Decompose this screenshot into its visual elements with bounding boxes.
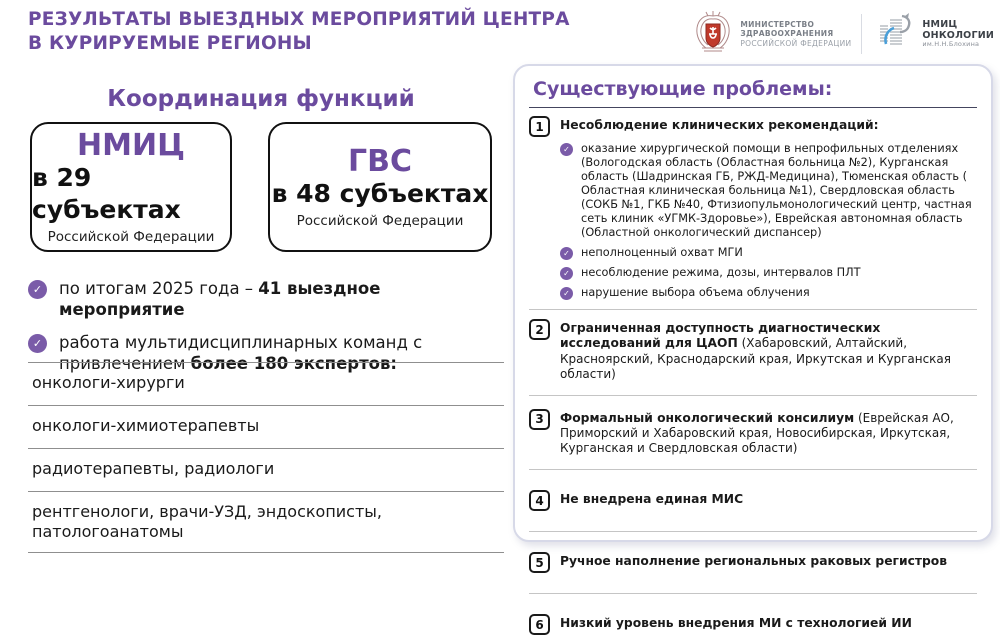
problems-panel-title: Существующие проблемы: (533, 78, 833, 100)
sub-bullet-text: оказание хирургической помощи в непрофильных отделениях (Вологодская область (Областная больница №2), Курганская область (Шадринская ГБ, РЖД-Медицина), Тюменская область ( Областная клиническая больница №1), Свердловская область (СОКБ №1, ГКБ №40, Фтизиопульмонологический центр, частная сеть клиник «УГМК-Здоровье»), Еврейская автономная область (Областной онкологический диспансер) (581, 142, 972, 239)
problem-3-bold: Формальный онкологический консилиум (560, 410, 855, 425)
nmic-text-line3: им.Н.Н.Блохина (922, 40, 980, 49)
nmic-text-line2: ОНКОЛОГИИ (922, 30, 994, 42)
sub-bullet (560, 142, 977, 240)
card-nmic-title: НМИЦ (77, 128, 185, 164)
check-icon: ✓ (560, 143, 573, 156)
problem-1-sub-bullets (560, 142, 977, 300)
problem-item-5 (529, 545, 977, 580)
bullet-experts-prefix: работа мультидисциплинарных команд с привлечением (59, 332, 423, 374)
problem-3-rest: (Еврейская АО, Приморский и Хабаровский края, Новосибирская, Иркутская, Курганская и Свердловская области) (560, 410, 954, 456)
card-gvs-subtitle: в 48 субъектах (271, 178, 489, 208)
problem-6-bold: Низкий уровень внедрения МИ с технологией ИИ (560, 616, 912, 631)
ministry-text-line2: ЗДРАВООХРАНЕНИЯ (740, 29, 834, 39)
sub-bullet (560, 246, 977, 260)
check-icon: ✓ (28, 334, 47, 353)
page-title-line2: В КУРИРУЕМЫЕ РЕГИОНЫ (28, 33, 312, 55)
number-badge: 6 (529, 614, 550, 635)
nmic-logo-text (922, 19, 994, 50)
list-item: онкологи-химиотерапевты (28, 405, 504, 448)
problem-5-text (560, 552, 947, 569)
sub-bullet (560, 286, 977, 300)
header-logos (692, 10, 994, 58)
problem-divider (529, 309, 977, 310)
card-nmic (30, 122, 232, 252)
problem-divider (529, 531, 977, 532)
sub-bullet-text: нарушение выбора объема облучения (581, 286, 810, 299)
problem-2-bold: Ограниченная доступность диагностических исследований для ЦАОП (560, 321, 881, 351)
nmic-text-line1: НМИЦ (922, 18, 958, 30)
specialists-list (28, 362, 504, 553)
problem-1-bold: Несоблюдение клинических рекомендаций: (560, 118, 879, 132)
number-badge: 2 (529, 319, 550, 340)
problem-2-rest: (Хабаровский, Алтайский, Красноярский, Краснодарский края, Иркутская и Курганская области) (560, 336, 951, 381)
card-nmic-caption: Российской Федерации (47, 228, 215, 245)
problem-item-6 (529, 607, 977, 642)
problem-2-text (560, 319, 977, 382)
bullet-events-bold: 41 выездное мероприятие (59, 279, 381, 320)
number-badge: 1 (529, 116, 550, 137)
ministry-text-line3: РОССИЙСКОЙ ФЕДЕРАЦИИ (740, 38, 852, 48)
page-title-line1: РЕЗУЛЬТАТЫ ВЫЕЗДНЫХ МЕРОПРИЯТИЙ ЦЕНТРА (28, 9, 570, 30)
check-icon: ✓ (28, 280, 47, 299)
nmic-logo (872, 10, 994, 58)
problems-panel (513, 64, 993, 632)
sub-bullet (560, 266, 977, 280)
problem-1-text (560, 116, 879, 133)
bullet-events (28, 278, 508, 321)
panel-title-divider (529, 107, 977, 108)
card-gvs-caption: Российской Федерации (296, 213, 464, 230)
problem-item-1 (529, 116, 977, 137)
ministry-logo (692, 10, 851, 58)
list-item: онкологи-хирурги (28, 362, 504, 405)
list-item: рентгенологи, врачи-УЗД, эндоскописты, патологоанатомы (28, 491, 504, 553)
problem-4-text (560, 490, 743, 507)
number-badge: 5 (529, 552, 550, 573)
problem-divider (529, 593, 977, 594)
ministry-logo-text (740, 20, 851, 48)
problem-item-4 (529, 483, 977, 518)
bullet-experts-bold: более 180 экспертов: (190, 354, 398, 374)
number-badge: 3 (529, 409, 550, 430)
card-gvs (268, 122, 492, 252)
logo-divider (861, 14, 862, 54)
problem-divider (529, 469, 977, 470)
check-icon: ✓ (560, 267, 573, 280)
problem-4-bold: Не внедрена единая МИС (560, 492, 744, 507)
check-icon: ✓ (560, 247, 573, 260)
bullet-events-prefix: по итогам 2025 года – (59, 279, 259, 298)
problem-5-bold: Ручное наполнение региональных раковых регистров (560, 554, 948, 569)
problem-3-text (560, 409, 977, 456)
check-icon: ✓ (560, 287, 573, 300)
nmic-building-icon (872, 10, 916, 58)
bullet-events-text (59, 278, 508, 321)
problem-divider (529, 395, 977, 396)
list-item: радиотерапевты, радиологи (28, 448, 504, 491)
card-gvs-title: ГВС (348, 143, 412, 179)
problem-6-text (560, 614, 912, 631)
ministry-text-line1: МИНИСТЕРСТВО (740, 19, 815, 29)
section-title-coordination: Координация функций (107, 86, 415, 112)
sub-bullet-text: несоблюдение режима, дозы, интервалов ПЛТ (581, 266, 861, 279)
ministry-eagle-icon (692, 10, 734, 58)
problem-item-3 (529, 409, 977, 456)
number-badge: 4 (529, 490, 550, 511)
problem-item-2 (529, 319, 977, 382)
page-title (28, 8, 688, 57)
sub-bullet-text: неполноценный охват МГИ (581, 246, 743, 259)
card-nmic-subtitle: в 29 субъектах (32, 163, 181, 224)
